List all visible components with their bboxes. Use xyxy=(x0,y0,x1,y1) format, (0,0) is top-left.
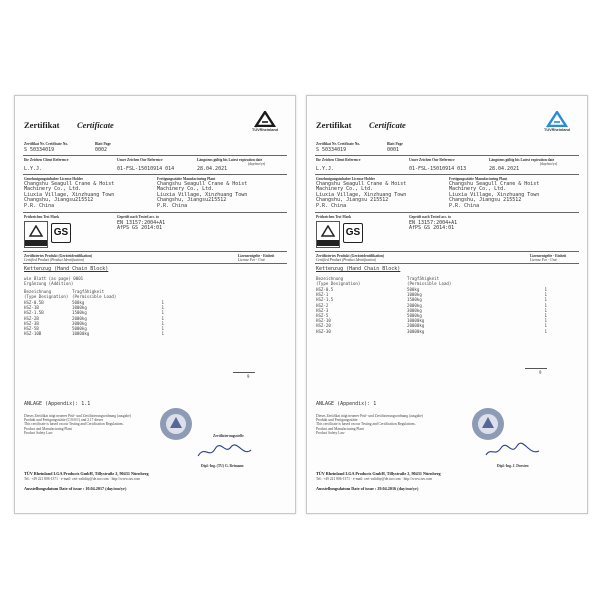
tuv-mark-icon xyxy=(28,225,44,237)
table-row: HSZ-1.5 1500kg 1 xyxy=(316,297,547,303)
issuer-contact: Tel.: +49 221 806-1371 · e-mail: cert-validity@de.tuv.com · http://www.tuv.com xyxy=(316,477,433,481)
appendix: ANLAGE (Appendix): 1 xyxy=(316,401,377,407)
table-row: HSZ-5 5000kg 1 xyxy=(316,312,547,318)
our-ref: 01-FSL-15010914 014 xyxy=(117,166,175,172)
model-table xyxy=(316,287,547,334)
table-row: HSZ-1B 1000kg 1 xyxy=(24,305,164,311)
tested-standards: EN 13157:2004+A1 AfPS GS 2014:01 xyxy=(117,220,166,232)
client-ref-label: Ihr Zeichen Client Reference xyxy=(24,158,69,162)
product-label-en: Certified Product (Product Identification) xyxy=(24,258,85,262)
tuv-logo xyxy=(537,111,577,137)
table-row: HSZ-0.5 500kg 1 xyxy=(316,287,547,292)
client-ref-label: Ihr Zeichen Client Reference xyxy=(316,158,361,162)
product-label-en: Certified Product (Product Identification) xyxy=(316,258,377,262)
our-ref-label: Unser Zeichen Our Reference xyxy=(409,158,455,162)
expiry-date: 28.04.2021 xyxy=(489,166,520,172)
page-label: Blatt Page xyxy=(387,142,403,146)
title-en: Certificate xyxy=(77,120,114,130)
product-name: Kettenzug (Hand Chain Block) xyxy=(316,266,401,272)
cert-no: S 50334019 xyxy=(316,147,347,153)
expiry-sub: (day/mo/yr) xyxy=(540,162,558,166)
expiry-label: Längstens gültig bis Latest expiration date xyxy=(489,158,555,162)
license-label-en: License Fee - Unit xyxy=(238,258,265,262)
table-row: HSZ-2 2000kg 1 xyxy=(316,302,547,308)
client-ref: L.Y.J. xyxy=(24,166,43,172)
brand-name: TÜVRheinland xyxy=(544,128,570,132)
gs-mark-icon: GS xyxy=(51,223,71,243)
col-type-header: Bezeichnung (Type Designation) xyxy=(316,276,361,286)
title-de: Zertifikat xyxy=(316,120,352,130)
table-row: HSZ-0.5B 500kg 1 xyxy=(24,300,164,305)
signer-label: Zertifizierungsstelle xyxy=(213,434,244,438)
brand-name: TÜVRheinland xyxy=(252,128,278,132)
signer-name: Dipl.-Ing. J. Dorsten xyxy=(497,464,529,468)
table-row: HSZ-30 30000kg 1 xyxy=(316,328,547,334)
fee-total: 9 xyxy=(539,370,542,375)
cert-no-label: Zertifikat Nr. Certificate No. xyxy=(316,142,361,146)
title-de: Zertifikat xyxy=(24,120,60,130)
tuv-triangle-icon xyxy=(546,111,568,127)
table-row: HSZ-5B 5000kg 1 xyxy=(24,325,164,331)
license-label: Lizenzentgelte - Einheit xyxy=(238,254,275,258)
test-mark-label: Prüfzeichen Test Mark xyxy=(24,215,60,219)
certificate-page-1 xyxy=(306,95,588,514)
holder-address: Changshu Seagull Crane & Hoist Machinery Co., Ltd. Liuxia Village, Xinzhuang Town Changshu, Jiangsu 215512 P.R. China xyxy=(316,181,407,209)
tuv-mark-icon xyxy=(320,225,336,237)
expiry-date: 28.04.2021 xyxy=(197,166,228,172)
test-mark-label: Prüfzeichen Test Mark xyxy=(316,215,352,219)
title-en: Certificate xyxy=(369,120,406,130)
issue-date: Ausstellungsdatum Date of issue : 10.04.2017 (day/mo/yr) xyxy=(24,486,127,491)
issue-date: Ausstellungsdatum Date of issue : 29.04.2016 (day/mo/yr) xyxy=(316,486,419,491)
table-row: HSZ-20 20000kg 1 xyxy=(316,323,547,329)
client-ref: L.Y.J. xyxy=(316,166,335,172)
model-table xyxy=(24,300,164,336)
tuv-seal-stamp xyxy=(472,408,504,440)
table-row: HSZ-10 10000kg 1 xyxy=(316,318,547,324)
product-label: Zertifiziertes Produkt (Geräteidentifikation) xyxy=(316,254,385,258)
holder-label: Genehmigungsinhaber License Holder xyxy=(24,177,84,181)
page-no: 0001 xyxy=(387,147,400,153)
license-label: Lizenzentgelte - Einheit xyxy=(530,254,567,258)
gs-mark-icon: GS xyxy=(343,223,363,243)
table-row: HSZ-3 3000kg 1 xyxy=(316,307,547,313)
license-label-en: License Fee - Unit xyxy=(530,258,557,262)
plant-label: Fertigungsstätte Manufacturing Plant xyxy=(449,177,508,181)
table-row: HSZ-1 1000kg 1 xyxy=(316,292,547,298)
plant-address: Changshu Seagull Crane & Hoist Machinery Co., Ltd. Liuxia Village, Xinzhuang Town Changshu, Jiangsu 215512 P.R. China xyxy=(449,181,540,209)
col-load-header: Tragfähigkeit (Permissible Load) xyxy=(407,276,452,286)
fee-total: 9 xyxy=(247,374,250,379)
our-ref: 01-FSL-15010914 013 xyxy=(409,166,467,172)
tuv-test-mark xyxy=(24,221,48,248)
table-row: HSZ-1.5B 1500kg 1 xyxy=(24,310,164,316)
expiry-label: Längstens gültig bis Latest expiration date xyxy=(197,158,263,162)
expiry-sub: (day/mo/yr) xyxy=(248,162,266,166)
product-label: Zertifiziertes Produkt (Geräteidentifikation) xyxy=(24,254,93,258)
tuv-triangle-icon xyxy=(254,111,276,127)
issuer-company: TÜV Rheinland LGA Products GmbH, Tillystraße 2, 90431 Nürnberg xyxy=(24,471,149,476)
plant-address: Changshu Seagull Crane & Hoist Machinery Co., Ltd. Liuxia Village, Xinzhuang Town Changshu, Jiangsu215512 P.R. China xyxy=(157,181,248,209)
issuer-company: TÜV Rheinland LGA Products GmbH, Tillystraße 2, 90431 Nürnberg xyxy=(316,471,441,476)
table-row: HSZ-3B 3000kg 1 xyxy=(24,320,164,326)
col-type-header: Bezeichnung (Type Designation) xyxy=(24,289,69,299)
certificate-page-2 xyxy=(14,95,296,514)
tuv-test-mark xyxy=(316,221,340,248)
total-rule xyxy=(233,372,255,373)
cert-note: Dieses Zertifikat trägt neuerer Prüf- und Zertifizierungsordnung (ausgabe) Produkt und Fertigungsstätte (C/S/S/1) und 2.17 dieses This certificate is based on our Testing and Certification Regulations. Product and Manufacturing Plant Product Safety Law xyxy=(24,414,131,435)
page-label: Blatt Page xyxy=(95,142,111,146)
table-row: HSZ-2B 2000kg 1 xyxy=(24,315,164,321)
tuv-seal-stamp xyxy=(160,408,192,440)
table-row: HSZ-10B 10000kg 1 xyxy=(24,331,164,337)
cert-note: Dieses Zertifikat trägt neuerer Prüf- und Zertifizierungsordnung (ausgabe) Produkt und Fertigungsstätte This certificate is based on our Testing and Certification Regulations. Product and Manufacturing Plant Product Safety Law xyxy=(316,414,423,435)
appendix: ANLAGE (Appendix): 1.1 xyxy=(24,401,91,407)
tested-standards: EN 13157:2004+A1 AfPS GS 2014:01 xyxy=(409,220,458,232)
cert-no: S 50334019 xyxy=(24,147,55,153)
plant-label: Fertigungsstätte Manufacturing Plant xyxy=(157,177,216,181)
holder-address: Changshu Seagull Crane & Hoist Machinery Co., Ltd. Liuxia Village, Xinzhuang Town Changshu, Jiangsu215512 P.R. China xyxy=(24,181,115,209)
product-intro: wie Blatt (as page) 0001 Ergänzung (Addition) xyxy=(24,276,84,286)
our-ref-label: Unser Zeichen Our Reference xyxy=(117,158,163,162)
total-rule xyxy=(525,368,547,369)
signature-icon xyxy=(483,441,543,461)
tested-label: Geprüft nach Tested acc. to xyxy=(117,215,160,219)
col-load-header: Tragfähigkeit (Permissible Load) xyxy=(72,289,117,299)
page-no: 0002 xyxy=(95,147,108,153)
signature-icon xyxy=(195,441,255,461)
product-name: Kettenzug (Hand Chain Block) xyxy=(24,266,109,272)
issuer-contact: Tel.: +49 221 806-1371 · e-mail: cert-validity@de.tuv.com · http://www.tuv.com xyxy=(24,477,141,481)
tuv-logo xyxy=(245,111,285,137)
cert-no-label: Zertifikat Nr. Certificate No. xyxy=(24,142,69,146)
holder-label: Genehmigungsinhaber License Holder xyxy=(316,177,376,181)
signer-name: Dipl.-Ing. (TU) G. Reimann xyxy=(201,464,244,468)
tested-label: Geprüft nach Tested acc. to xyxy=(409,215,452,219)
